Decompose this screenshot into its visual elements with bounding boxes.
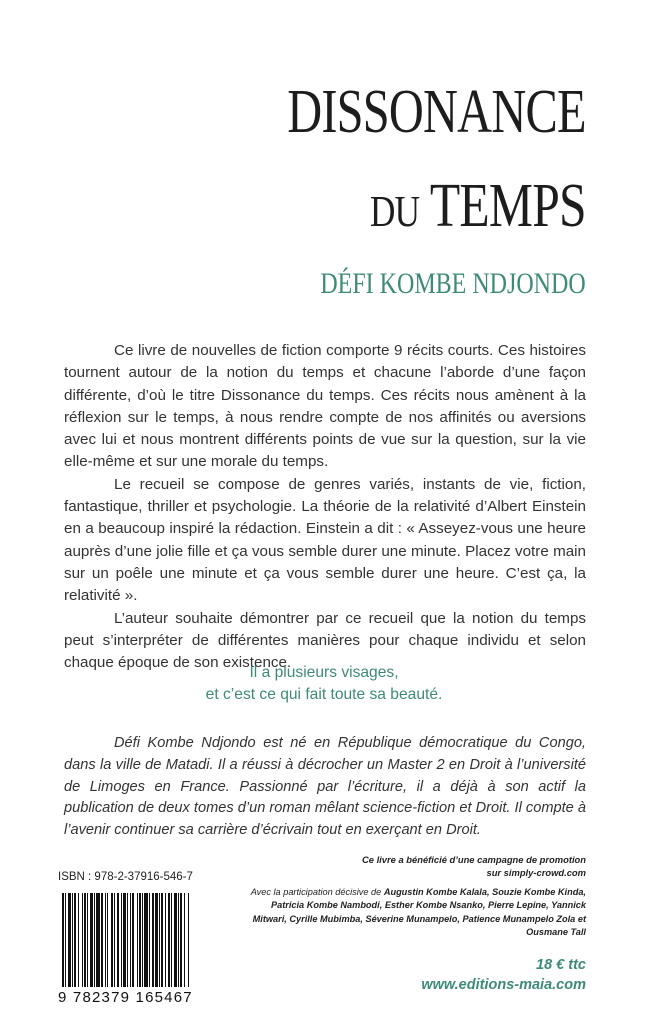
barcode-bar [117, 893, 119, 987]
book-title-line-1: DISSONANCE [287, 78, 586, 146]
synopsis [64, 340, 586, 674]
barcode-bar [174, 893, 177, 987]
barcode-bar [168, 893, 170, 987]
barcode-bar [62, 893, 64, 987]
barcode-bar [107, 893, 108, 987]
tagline-line: et c’est ce qui fait toute sa beauté. [205, 686, 443, 703]
tagline-line: Il a plusieurs visages, [249, 664, 399, 681]
author-bio: Défi Kombe Ndjondo est né en République démocratique du Congo, dans la ville de Matadi. Il a réussi à décrocher un Master 2 en Droit à l’université de Limoges en France. Passionné par l’écriture, il a déjà à son actif la publication de deux tomes d’un roman mêlant science-fiction et Droit. Il compte à l’avenir continuer sa carrière d’écrivain tout en exerçant en Droit. [64, 735, 586, 839]
barcode-bar [159, 893, 160, 987]
barcode-bar [171, 893, 172, 987]
barcode-bar [142, 893, 143, 987]
synopsis-paragraph: Le recueil se compose de genres variés, instants de vie, fiction, fantastique, thriller et psychologie. La théorie de la relativité d’Albert Einstein en a beaucoup inspiré la rédaction. Einstein a dit : « Asseyez-vous une heure auprès d’une jolie fille et ça vous semble durer une minute. Placez votre main sur un poêle une minute et ça vous semble durer une heure. C’est ça, la relativité ». [64, 475, 586, 605]
barcode-bar [139, 893, 141, 987]
barcode-bar [114, 893, 115, 987]
barcode-bar [188, 893, 189, 987]
barcode-digits: 9 782379 165467 [58, 989, 193, 1006]
title-du: DU [370, 187, 420, 236]
promo-line: sur simply-crowd.com [486, 867, 586, 878]
participation-names: Souzie Kombe Kinda, Patricia Kombe Nambodi, Esther Kombe Nsanko, Pierre Lepine, Yannick Mitwari, Cyrille Mubimba, Séverine Munampelo, Patience Munampelo Zola et Ousmane Tall [252, 887, 586, 937]
barcode-bar [84, 893, 86, 987]
barcode-bar [90, 893, 93, 987]
synopsis-paragraph: Ce livre de nouvelles de fiction comporte 9 récits courts. Ces histoires tournent autour de la notion du temps et chacune l’aborde d’une façon différente, d’où le titre Dissonance du temps. Ces récits nous amènent à la réflexion sur le temps, à nous rendre compte de nos affinités ou aversions avec lui et nous montrent différents points de vue sur la question, sur la vie elle-même et sur une morale du temps. [64, 342, 586, 471]
promo-note [266, 853, 586, 879]
barcode-bar [165, 893, 166, 987]
barcode-bar [180, 893, 182, 987]
isbn-label: ISBN : 978-2-37916-546-7 [58, 871, 193, 883]
barcode-bar [137, 893, 138, 987]
barcode-bar [149, 893, 150, 987]
publisher-website: www.editions-maia.com [421, 977, 586, 993]
barcode-bar [155, 893, 158, 987]
book-title-line-2 [370, 166, 586, 252]
barcode-bar [68, 893, 71, 987]
barcode-bar [111, 893, 113, 987]
barcode-bar [123, 893, 126, 987]
author-name: DÉFI KOMBE NDJONDO [320, 267, 586, 300]
barcode-bar [161, 893, 163, 987]
barcode-bar [178, 893, 179, 987]
title-temps: TEMPS [419, 172, 586, 240]
barcode-bar [96, 893, 100, 987]
participation-first-name: Augustin Kombe Kalala, [383, 887, 490, 897]
barcode-bar [87, 893, 88, 987]
barcode-bar [94, 893, 95, 987]
tagline [0, 662, 648, 706]
barcode-bar [132, 893, 134, 987]
barcode-bar [121, 893, 122, 987]
barcode-bars-graphic [58, 893, 193, 989]
barcode-bar [105, 893, 106, 987]
barcode-bar [74, 893, 76, 987]
participation-intro: Avec la participation décisive de [250, 887, 384, 897]
barcode-bar [130, 893, 131, 987]
barcode-bar [78, 893, 79, 987]
barcode-bar [101, 893, 103, 987]
participation-credits [246, 886, 586, 939]
barcode-bar [82, 893, 83, 987]
barcode-bar [144, 893, 148, 987]
price: 18 € ttc [536, 957, 586, 973]
barcode-bar [72, 893, 73, 987]
barcode [58, 893, 193, 998]
promo-line: Ce livre a bénéficié d’une campagne de promotion [361, 854, 586, 865]
barcode-bar [152, 893, 154, 987]
barcode-bar [127, 893, 128, 987]
synopsis-paragraph: L’auteur souhaite démontrer par ce recueil que la notion du temps peut s’interpréter de différentes manières pour chaque individu et selon chaque époque de son existence. [64, 609, 586, 672]
barcode-bar [65, 893, 66, 987]
barcode-bar [184, 893, 185, 987]
